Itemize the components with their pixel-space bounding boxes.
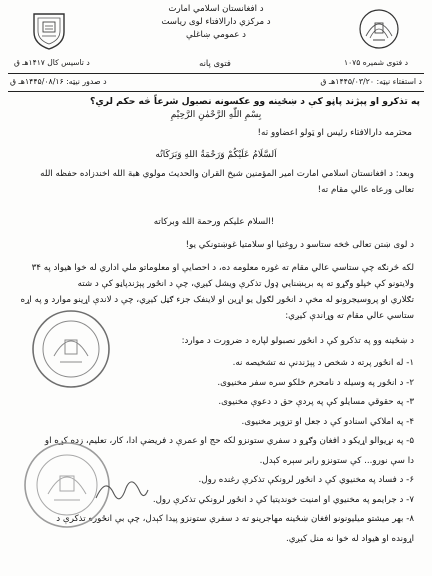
header-divider — [8, 73, 424, 74]
greeting-line: د لوی ښتن تعالی څخه ستاسو د روغتیا او سلامتیا غوښتونکي یو! — [185, 240, 414, 250]
signature — [92, 470, 152, 510]
list-item: ۶- د فساد په مخنیوي کې د انځور لرونکې تذکرې رغنده رول. — [198, 475, 414, 485]
list-item: ۱- له انځور پرته د شخص د پېژندنې نه تشخیصه نه. — [232, 358, 414, 368]
intro-paragraph — [14, 166, 414, 198]
list-item: ۲- د انځور په وسیله د نامحرم خلکو سره سفر مخنیوی. — [217, 377, 414, 388]
emirate-emblem-left — [26, 6, 72, 52]
intro-line: وبعد: د افغانستان اسلامي امارت امیر المؤمنین شیخ القران والحدیث مولوي هبة الله اخندزاده حفظه الله — [40, 169, 414, 179]
subject-question: په تذکرو او پېژند پاڼو کې د ښځینه وو عکسونه نصبول شرعاً څه حکم لري؟ — [90, 96, 420, 107]
list-item: ۴- په املاکي اسنادو کې د جعل او تزویر مخنیوی. — [241, 416, 414, 427]
request-date: د استفتاء نیټه: ۱۴۴۵/۰۳/۲۰هـ ق — [320, 77, 422, 86]
header-title-block — [118, 3, 314, 42]
list-item: ۸- بهر میشتو میلیونونو افغان ښځینه مهاجرینو ته د سفري ستونزو پیدا کېدل، چې بې انځوره تذکرې د — [56, 514, 414, 524]
reference-row — [10, 77, 422, 89]
reference-divider — [8, 91, 424, 92]
list-item: ۵- په نړیوالو اړیکو د افغان وګړو د سفري ستونزو لکه حج او عمرې د فریضې ادا، کار، تعلیم، زده کړه او — [44, 436, 414, 446]
header-line-1: د افغانستان اسلامي امارت — [168, 4, 264, 14]
list-item: ۷- د جرایمو په مخنیوي او امنیت خونديتیا کې د انځور لرونکي تذکرې رول. — [152, 494, 414, 505]
header-line-2: د مرکزي دارالافتاء لوی ریاست — [161, 17, 271, 27]
header-line-3: د عمومي ښاغلې — [186, 30, 246, 40]
salam-greeting-arabic: اَلسَّلَامُ عَلَيْكُمْ وَرَحْمَةُ اللهِ وَبَرَكَاتُه — [155, 150, 277, 160]
emirate-emblem-right — [356, 6, 402, 52]
addressee: محترمه دارالافتاء رئیس او ټولو اعضاوو ته! — [257, 128, 412, 138]
body-line: ولایتونو کې خپلو وګړو ته په برېښنايي ډول تذکرې ویشل کیږي، چې د انځور پېژندپاڼو کې د شته — [77, 279, 414, 289]
founding-year: د تاسیس کال ۱۴۱۷هـ ق — [14, 58, 90, 67]
body-line: لکه څرنګه چې ستاسي عالي مقام ته غوره معلومه ده، د احصایې او معلوماتو ملي اداري له خوا هیواد په ۳۴ — [31, 263, 414, 273]
list-item: دا سې نورو... کې ستونزو رابر سېره کېدل. — [259, 455, 414, 466]
fatwa-sheet-label: فتوی پانه — [199, 58, 231, 68]
body-line: ستاسي عالي مقام ته وړاندې کیږي: — [285, 311, 414, 321]
fatwa-number: د فتوی شمیره ۱۰۷۵ — [344, 58, 408, 67]
intro-line: تعالی ورعاه عالي مقام ته! — [317, 185, 414, 195]
official-seal-stamp — [30, 308, 112, 390]
reasons-intro: د ښځینه وو په تذکرو کې د انځور نصبولو لپاره د ضرورت د موارد: — [181, 336, 414, 346]
body-line: تګلاري او پروسیجرونو له مخې د انځور لګول یو اړین او لاینفک جزء ګڼل کیږي، چې د لاندې اړینو موارد و په اړه — [20, 295, 414, 305]
salam-greeting: السلام علیکم ورحمة الله وبرکاته! — [153, 217, 275, 227]
list-item: ۳- په حقوقي مسایلو کې په پردې حق د دعوې مخنیوی. — [218, 397, 414, 407]
list-item: اړونده او هیواد له خوا نه منل کیږي. — [286, 533, 414, 544]
issue-date: د صدور نیټه: ۱۴۴۵/۰۸/۱۶هـ ق — [10, 77, 107, 86]
basmala: بِسْمِ اللّٰهِ الرَّحْمٰنِ الرَّحِيْمِ — [170, 110, 262, 120]
